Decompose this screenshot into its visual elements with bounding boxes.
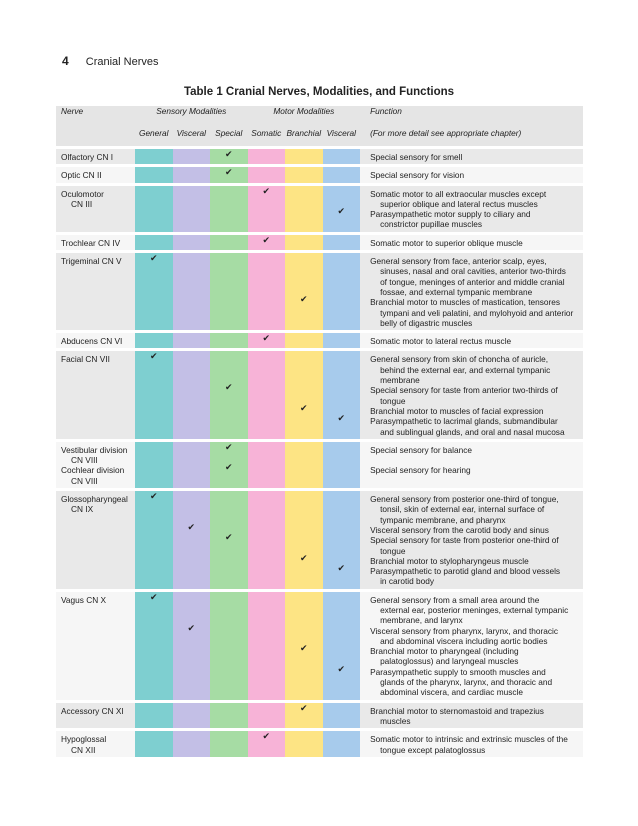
- function-line: muscles: [380, 715, 411, 726]
- modality-cell: [248, 333, 286, 348]
- table-row: [56, 703, 583, 729]
- nerve-name-line: Abducens CN VI: [61, 336, 123, 347]
- check-mark: ✔: [187, 521, 196, 532]
- modality-cell: [248, 167, 286, 182]
- function-cell: [360, 167, 583, 182]
- check-mark: ✔: [337, 206, 346, 217]
- function-line: and abdominal viscera including aortic bodies: [380, 635, 548, 646]
- table-row: [56, 333, 583, 348]
- function-line: General sensory from face, anterior scalp, eyes,: [370, 256, 547, 267]
- function-line: behind the external ear, and external tympanic: [380, 364, 551, 375]
- function-line: Branchial motor to pharyngeal (including: [370, 646, 519, 657]
- function-line: General sensory from skin of choncha of auricle,: [370, 354, 549, 365]
- modality-cell: [173, 253, 211, 330]
- table-row: [56, 491, 583, 589]
- check-mark: ✔: [262, 185, 271, 196]
- modality-cell: [210, 235, 248, 250]
- nerve-name-line: Cochlear division: [61, 465, 125, 476]
- nerve-name-line: Optic CN II: [61, 170, 102, 181]
- nerve-name-line: CN IX: [71, 504, 94, 515]
- nerve-name: [56, 731, 135, 757]
- subheader-visceral-motor: Visceral: [323, 128, 361, 146]
- modality-cell: [285, 235, 323, 250]
- modality-cell: [173, 703, 211, 729]
- nerve-name-line: Trigeminal CN V: [61, 256, 122, 267]
- modality-cell: [173, 186, 211, 232]
- function-cell: [360, 253, 583, 330]
- function-line: belly of digastric muscles: [380, 317, 473, 328]
- page-number: 4: [62, 54, 69, 68]
- function-line: Parasympathetic supply to smooth muscles and: [370, 666, 546, 677]
- check-mark: ✔: [337, 563, 346, 574]
- check-mark: ✔: [300, 702, 308, 713]
- function-line: General sensory from posterior one-third of tongue,: [370, 494, 559, 505]
- modality-cell: [248, 235, 286, 250]
- nerve-name-line: Facial CN VII: [61, 354, 110, 365]
- modality-cell: [173, 149, 211, 164]
- function-line: [370, 455, 579, 465]
- modality-cell: [285, 491, 323, 589]
- modality-cell: [210, 167, 248, 182]
- check-mark: ✔: [224, 382, 233, 393]
- nerve-name-line: Trochlear CN IV: [61, 237, 121, 248]
- nerve-name: [56, 703, 135, 729]
- motor-modalities-header: Motor Modalities: [248, 106, 361, 128]
- nerve-name-line: Oculomotor: [61, 188, 104, 199]
- modality-cell: [248, 253, 286, 330]
- nerve-name: [56, 592, 135, 700]
- modality-cell: [323, 235, 361, 250]
- check-mark: ✔: [300, 294, 308, 305]
- modality-cell: [323, 149, 361, 164]
- subheader-general: General: [135, 128, 173, 146]
- function-line: Branchial motor to sternomastoid and trapezius: [370, 705, 544, 716]
- modality-cell: [323, 731, 361, 757]
- nerve-name-line: CN VIII: [71, 455, 98, 466]
- check-mark: ✔: [149, 351, 158, 362]
- modality-cell: [210, 731, 248, 757]
- modality-cell: [210, 592, 248, 700]
- modality-cell: [210, 333, 248, 348]
- function-line: Parasympathetic to parotid gland and blood vessels: [370, 566, 561, 577]
- modality-cell: [248, 442, 286, 488]
- modality-cell: [248, 731, 286, 757]
- table-row: [56, 442, 583, 488]
- function-line: Special sensory for taste from posterior one-third of: [370, 535, 559, 546]
- check-mark: ✔: [337, 413, 346, 424]
- function-line: and sublingual glands, and oral and nasal mucosa: [380, 426, 565, 437]
- modality-cell: [210, 186, 248, 232]
- table-row: [56, 351, 583, 438]
- function-cell: [360, 235, 583, 250]
- function-line: Branchial motor to muscles of mastication, tensores: [370, 297, 561, 308]
- table-row: [56, 167, 583, 182]
- sensory-modalities-header: Sensory Modalities: [135, 106, 248, 128]
- check-mark: ✔: [187, 622, 196, 633]
- function-line: membrane, and larynx: [380, 615, 463, 626]
- nerve-name-line: Accessory CN XI: [61, 705, 124, 716]
- function-line: tonsil, skin of external ear, internal surface of: [380, 504, 545, 515]
- table-row: [56, 253, 583, 330]
- function-line: in carotid body: [380, 576, 435, 587]
- function-cell: [360, 703, 583, 729]
- function-line: superior oblique and lateral rectus muscles: [380, 198, 538, 209]
- modality-cell: [285, 186, 323, 232]
- function-line: Somatic motor to all extraocular muscles except: [370, 188, 547, 199]
- function-line: tongue: [380, 545, 406, 556]
- nerve-name-line: CN VIII: [71, 475, 98, 486]
- function-line: Somatic motor to intrinsic and extrinsic muscles of the: [370, 734, 568, 745]
- modality-cell: [248, 491, 286, 589]
- table-row: [56, 235, 583, 250]
- nerve-name-line: Olfactory CN I: [61, 152, 114, 162]
- nerve-name-line: Hypoglossal: [61, 734, 107, 745]
- function-line: General sensory from a small area around the: [370, 594, 540, 605]
- modality-cell: [248, 351, 286, 438]
- modality-cell: [323, 186, 361, 232]
- table-row: [56, 592, 583, 700]
- modality-cell: [285, 333, 323, 348]
- modality-cell: [173, 235, 211, 250]
- check-mark: ✔: [149, 491, 158, 502]
- modality-cell: [135, 592, 173, 700]
- modality-cell: [173, 167, 211, 182]
- check-mark: ✔: [224, 149, 233, 159]
- check-mark: ✔: [262, 234, 271, 245]
- function-line: Special sensory for balance: [370, 444, 472, 455]
- function-line: constrictor pupillae muscles: [380, 219, 482, 230]
- function-column-header: Function: [360, 106, 583, 128]
- function-line: Special sensory for vision: [370, 170, 465, 181]
- function-line: Somatic motor to superior oblique muscle: [370, 237, 523, 248]
- nerve-name-line: Glossopharyngeal: [61, 494, 128, 505]
- function-line: tympanic membrane, and pharynx: [380, 514, 506, 525]
- nerve-name: [56, 186, 135, 232]
- subheader-branchial: Branchial: [285, 128, 323, 146]
- running-head: Cranial Nerves: [85, 56, 159, 68]
- modality-cell: [285, 351, 323, 438]
- function-cell: [360, 351, 583, 438]
- modality-cell: [285, 731, 323, 757]
- function-line: Visceral sensory from the carotid body and sinus: [370, 524, 549, 535]
- function-line: abdominal viscera, and cardiac muscle: [380, 687, 524, 698]
- modality-cell: [173, 592, 211, 700]
- subheader-visceral-sensory: Visceral: [173, 128, 211, 146]
- nerve-name: [56, 253, 135, 330]
- subheader-somatic: Somatic: [248, 128, 286, 146]
- function-line: palatoglossus) and laryngeal muscles: [380, 656, 519, 667]
- modality-cell: [210, 149, 248, 164]
- check-mark: ✔: [337, 663, 346, 674]
- check-mark: ✔: [224, 532, 233, 543]
- nerve-name: [56, 149, 135, 164]
- check-mark: ✔: [262, 731, 271, 742]
- modality-cell: [323, 491, 361, 589]
- modality-cell: [248, 186, 286, 232]
- modality-cell: [323, 333, 361, 348]
- function-line: sinuses, nasal and oral cavities, anterior two-thirds: [380, 266, 566, 277]
- modality-cell: [135, 253, 173, 330]
- modality-cell: [210, 703, 248, 729]
- modality-cell: [248, 149, 286, 164]
- check-mark: ✔: [300, 402, 308, 413]
- function-line: Parasympathetic to lacrimal glands, submandibular: [370, 416, 558, 427]
- function-line: Branchial motor to muscles of facial expression: [370, 405, 544, 416]
- nerve-name: [56, 491, 135, 589]
- modality-cell: [135, 442, 173, 488]
- header-row-groups: [56, 106, 583, 128]
- modality-cell: [285, 253, 323, 330]
- check-mark: ✔: [224, 167, 233, 178]
- nerve-column-header: Nerve: [56, 106, 135, 128]
- table-row: [56, 186, 583, 232]
- modality-cell: [173, 442, 211, 488]
- modality-cell: [210, 442, 248, 488]
- check-mark: ✔: [262, 333, 271, 344]
- nerve-name-line: CN XII: [71, 744, 96, 755]
- nerve-name: [56, 167, 135, 182]
- modality-cell: [285, 703, 323, 729]
- table-row: [56, 731, 583, 757]
- modality-cell: [323, 253, 361, 330]
- blank-header-cell: [56, 128, 135, 146]
- modality-cell: [323, 351, 361, 438]
- function-cell: [360, 491, 583, 589]
- modality-cell: [173, 351, 211, 438]
- nerve-name-line: Vestibular division: [61, 444, 128, 455]
- nerve-name: [56, 333, 135, 348]
- modality-cell: [173, 491, 211, 589]
- modality-cell: [173, 333, 211, 348]
- function-cell: [360, 442, 583, 488]
- modality-cell: [285, 167, 323, 182]
- subheader-special: Special: [210, 128, 248, 146]
- modality-cell: [135, 703, 173, 729]
- modality-cell: [323, 703, 361, 729]
- modality-cell: [285, 149, 323, 164]
- check-mark: ✔: [300, 552, 308, 563]
- modality-cell: [135, 235, 173, 250]
- modality-cell: [135, 731, 173, 757]
- modality-cell: [135, 167, 173, 182]
- function-line: tongue except palatoglossus: [380, 744, 486, 755]
- modality-cell: [248, 592, 286, 700]
- function-line: Somatic motor to lateral rectus muscle: [370, 336, 512, 347]
- table-title: Table 1 Cranial Nerves, Modalities, and Functions: [183, 86, 455, 98]
- function-cell: [360, 592, 583, 700]
- modality-cell: [323, 592, 361, 700]
- modality-cell: [135, 491, 173, 589]
- modality-cell: [135, 351, 173, 438]
- function-cell: [360, 333, 583, 348]
- nerve-name-line: CN III: [71, 198, 93, 209]
- modality-cell: [173, 731, 211, 757]
- function-line: Special sensory for smell: [370, 152, 463, 162]
- page-header: [62, 54, 159, 68]
- modality-cell: [135, 149, 173, 164]
- modality-cell: [285, 442, 323, 488]
- function-line: membrane: [380, 375, 420, 386]
- modality-cell: [135, 333, 173, 348]
- function-line: fossae, and external tympanic membrane: [380, 286, 533, 297]
- function-line: Special sensory for taste from anterior two-thirds of: [370, 385, 558, 396]
- function-line: Special sensory for hearing: [370, 465, 471, 476]
- modality-cell: [210, 491, 248, 589]
- function-cell: [360, 149, 583, 164]
- function-note: (For more detail see appropriate chapter): [360, 128, 583, 146]
- nerve-name: [56, 442, 135, 488]
- function-cell: [360, 186, 583, 232]
- function-line: [370, 476, 579, 486]
- modality-cell: [248, 703, 286, 729]
- cranial-nerves-table: [56, 106, 583, 757]
- nerve-name: [56, 235, 135, 250]
- modality-cell: [323, 167, 361, 182]
- function-line: external ear, posterior meninges, external tympanic: [380, 604, 569, 615]
- function-line: Visceral sensory from pharynx, larynx, and thoracic: [370, 625, 559, 636]
- header-row-modalities: [56, 128, 583, 146]
- check-mark: ✔: [224, 441, 233, 452]
- modality-cell: [210, 351, 248, 438]
- function-line: Parasympathetic motor supply to ciliary and: [370, 209, 531, 220]
- modality-cell: [323, 442, 361, 488]
- nerve-name-line: Vagus CN X: [61, 594, 107, 605]
- check-mark: ✔: [149, 253, 158, 264]
- nerve-name: [56, 351, 135, 438]
- function-line: of tongue, meninges of anterior and middle cranial: [380, 276, 565, 287]
- modality-cell: [135, 186, 173, 232]
- check-mark: ✔: [149, 591, 158, 602]
- function-line: tongue: [380, 395, 406, 406]
- function-line: Branchial motor to stylopharyngeus muscle: [370, 555, 529, 566]
- modality-cell: [285, 592, 323, 700]
- check-mark: ✔: [224, 462, 233, 473]
- function-cell: [360, 731, 583, 757]
- check-mark: ✔: [300, 643, 308, 654]
- modality-cell: [210, 253, 248, 330]
- function-line: tympani and veli palatini, and mylohyoid and anterior: [380, 307, 574, 318]
- table-row: [56, 149, 583, 164]
- function-line: glands of the pharynx, larynx, and thoracic and: [380, 677, 553, 688]
